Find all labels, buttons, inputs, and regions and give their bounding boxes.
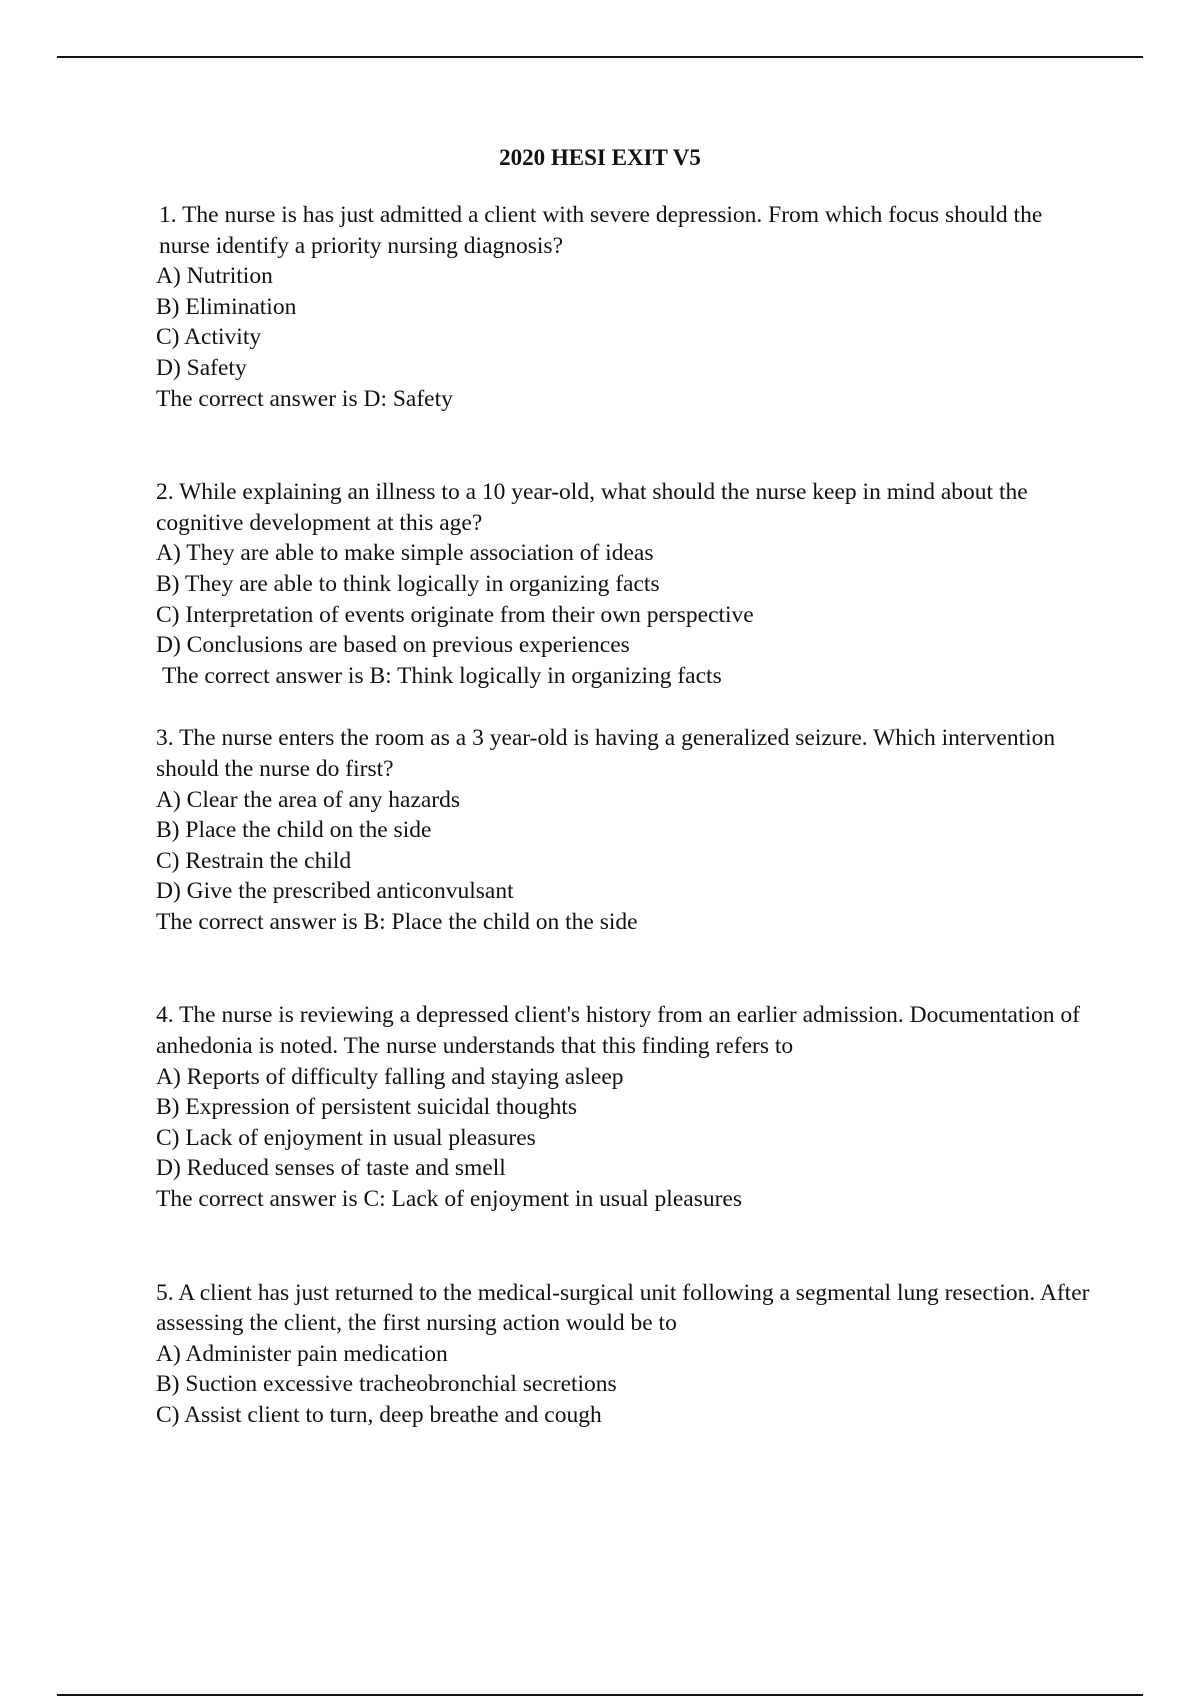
spacer	[156, 937, 1096, 1000]
answer-options	[156, 1062, 1096, 1184]
option-b: B) Suction excessive tracheobronchial secretions	[156, 1371, 617, 1398]
correct-answer: The correct answer is D: Safety	[156, 385, 453, 412]
answer-options	[156, 538, 1096, 660]
option-b: B) Expression of persistent suicidal thoughts	[156, 1094, 577, 1121]
question-stem: 4. The nurse is reviewing a depressed client's history from an earlier admission. Documentation of anhedonia is noted. The nurse understands that this finding refers to	[156, 1002, 1080, 1060]
bottom-rule	[57, 1694, 1143, 1696]
question-4	[156, 1000, 1096, 1214]
option-c: C) Restrain the child	[156, 847, 352, 874]
question-3	[156, 723, 1096, 937]
option-d: D) Conclusions are based on previous experiences	[156, 632, 630, 659]
option-c: C) Assist client to turn, deep breathe and cough	[156, 1402, 602, 1428]
option-c: C) Lack of enjoyment in usual pleasures	[156, 1124, 536, 1151]
option-a: A) They are able to make simple association of ideas	[156, 540, 654, 567]
correct-answer: The correct answer is C: Lack of enjoyment in usual pleasures	[156, 1186, 742, 1213]
spacer	[156, 414, 1096, 477]
option-d: D) Give the prescribed anticonvulsant	[156, 878, 514, 905]
option-a: A) Nutrition	[156, 263, 273, 290]
answer-options	[156, 1339, 1096, 1431]
correct-answer: The correct answer is B: Place the child on the side	[156, 908, 638, 935]
question-stem: 5. A client has just returned to the medical-surgical unit following a segmental lung resection. After assessing the client, the first nursing action would be to	[156, 1279, 1090, 1337]
option-b: B) Elimination	[156, 293, 297, 320]
option-b: B) Place the child on the side	[156, 817, 432, 844]
answer-options	[156, 261, 1096, 383]
option-d: D) Reduced senses of taste and smell	[156, 1155, 506, 1182]
question-stem: 3. The nurse enters the room as a 3 year-old is having a generalized seizure. Which intervention should the nurse do first?	[156, 725, 1056, 782]
question-2	[156, 477, 1096, 691]
question-list	[156, 200, 1096, 1431]
spacer	[156, 691, 1096, 723]
spacer	[156, 1215, 1096, 1278]
correct-answer: The correct answer is B: Think logically in organizing facts	[162, 662, 722, 689]
top-rule	[57, 56, 1143, 58]
option-d: D) Safety	[156, 354, 247, 381]
answer-options	[156, 785, 1096, 907]
option-c: C) Activity	[156, 324, 262, 351]
option-a: A) Clear the area of any hazards	[156, 786, 461, 813]
option-b: B) They are able to think logically in organizing facts	[156, 570, 660, 597]
question-stem: 1. The nurse is has just admitted a client with severe depression. From which focus should the nurse identify a priority nursing diagnosis?	[159, 202, 1043, 259]
document-title: 2020 HESI EXIT V5	[499, 145, 701, 170]
option-a: A) Reports of difficulty falling and staying asleep	[156, 1063, 624, 1090]
question-5	[156, 1278, 1096, 1431]
option-c: C) Interpretation of events originate from their own perspective	[156, 601, 754, 628]
question-stem: 2. While explaining an illness to a 10 year-old, what should the nurse keep in mind about the cognitive development at this age?	[156, 479, 1028, 536]
option-a: A) Administer pain medication	[156, 1340, 448, 1367]
question-1	[156, 200, 1096, 414]
